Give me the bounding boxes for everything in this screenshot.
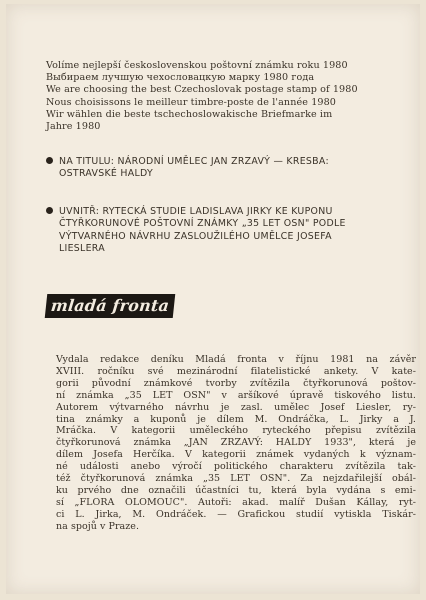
inside-note — [46, 206, 418, 256]
intro-line-de-cont: Jahre 1980 — [46, 121, 101, 133]
body-line: čtyřkorunová známka „JAN ZRZAVÝ: HALDY 1933", která je — [56, 437, 416, 449]
inside-note-line: ČTYŘKORUNOVÉ POŠTOVNÍ ZNÁMKY „35 LET OSN" PODLE — [59, 218, 346, 230]
body-line: sí „FLORA OLOMOUC". Autoři: akad. malíř Dušan Kállay, ryt- — [56, 496, 416, 508]
mlada-fronta-logo: mladá fronta — [45, 294, 176, 318]
body-line: ci L. Jirka, M. Ondráček. — Grafickou studií vytiskla Tiskár- — [56, 508, 416, 520]
body-line: Autorem výtvarného návrhu je zasl. umělec Josef Liesler, ry- — [56, 401, 416, 413]
cover-note-line: NA TITULU: NÁRODNÍ UMĚLEC JAN ZRZAVÝ — KRESBA: — [59, 156, 329, 167]
intro-line-fr: Nous choisissons le meilleur timbre-poste de l'année 1980 — [46, 96, 337, 108]
body-line: XVIII. ročníku své mezinárodní filatelistické ankety. V kate- — [56, 365, 416, 377]
body-paragraph — [56, 354, 416, 533]
leaflet-page — [6, 4, 420, 594]
inside-note-line: LIESLERA — [59, 243, 105, 255]
body-line: né události anebo výročí politického charakteru zvítězila tak- — [56, 461, 416, 473]
body-line: na spojů v Praze. — [56, 520, 140, 532]
body-line: Vydala redakce deníku Mladá fronta v říjnu 1981 na závěr — [56, 354, 416, 365]
inside-note-line: UVNITŘ: RYTECKÁ STUDIE LADISLAVA JIRKY KE KUPONU — [59, 206, 333, 217]
intro-line-ru: Выбираем лучшую чехословацкую марку 1980 года — [46, 72, 315, 84]
body-line: též čtyřkorunová známka „35 LET OSN". Za nejzdařilejší obál- — [56, 473, 416, 485]
intro-line-en: We are choosing the best Czechoslovak postage stamp of 1980 — [46, 84, 358, 96]
bullet-icon — [46, 157, 53, 164]
body-line: dílem Josefa Herčíka. V kategorii známek vydaných k význam- — [56, 449, 416, 461]
cover-note — [46, 156, 418, 181]
multilingual-intro — [46, 60, 418, 133]
body-line: ní známka „35 LET OSN" v aršíkové úpravě tiskového listu. — [56, 389, 416, 401]
body-line: tina známky a kuponů je dílem M. Ondráčka, L. Jirky a J. — [56, 413, 416, 425]
inside-note-line: VÝTVARNÉHO NÁVRHU ZASLOUŽILÉHO UMĚLCE JOSEFA — [59, 230, 332, 242]
bullet-icon — [46, 207, 53, 214]
body-line: ku prvého dne označili účastníci tu, která byla vydána s emi- — [56, 484, 416, 496]
intro-line-de: Wir wählen die beste tschechoslowakische Briefmarke im — [46, 108, 333, 120]
intro-line-cs: Volíme nejlepší československou poštovní známku roku 1980 — [46, 60, 348, 71]
body-line: gorii původní známkové tvorby zvítězila čtyřkorunová poštov- — [56, 377, 416, 389]
cover-note-line: OSTRAVSKÉ HALDY — [59, 168, 154, 180]
body-line: Mráčka. V kategorii uměleckého ryteckého přepisu zvítězila — [56, 425, 416, 437]
